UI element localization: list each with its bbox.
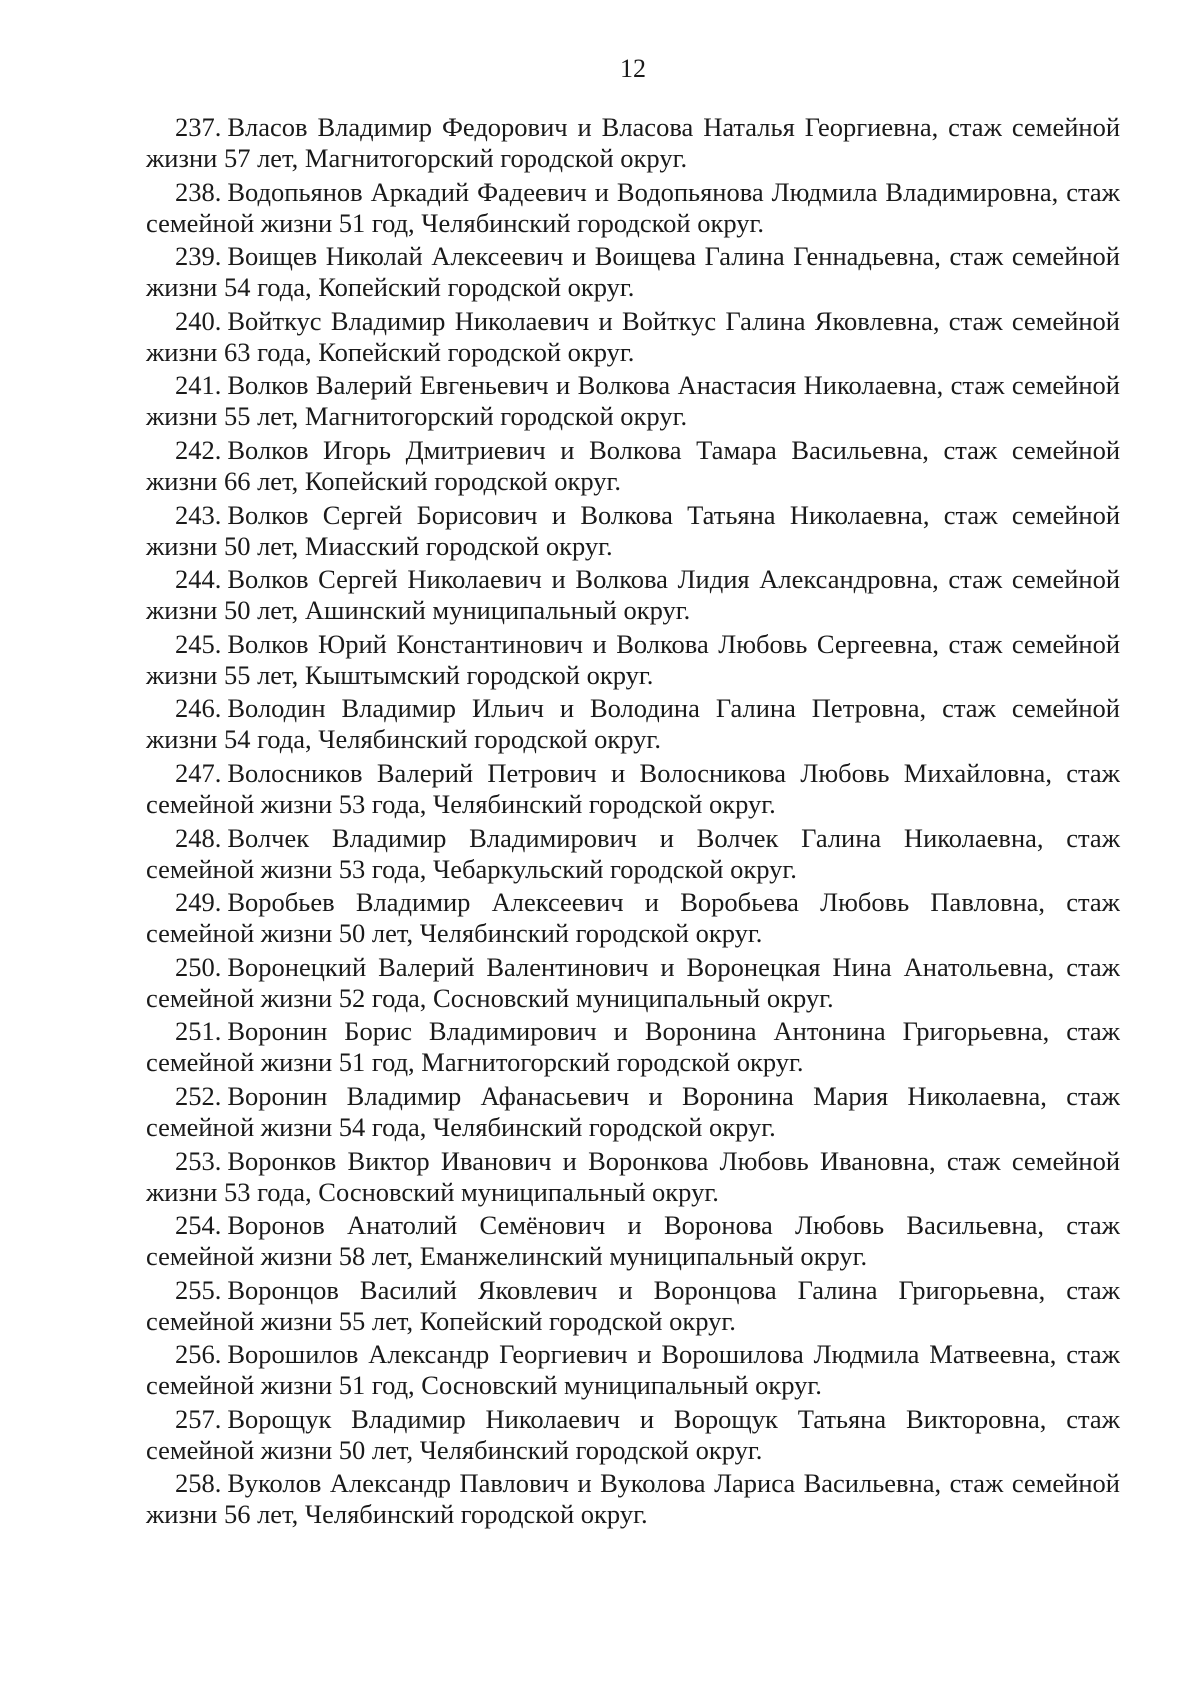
list-item [146,370,1120,435]
entry-number: 257. [175,1403,222,1434]
entry-text: Воронов Анатолий Семёнович и Воронова Любовь Васильевна, стаж семейной жизни 58 лет, Еманжелинский муниципальный округ. [146,1210,1120,1272]
entry-number: 258. [175,1468,222,1499]
entry-number: 256. [175,1339,222,1370]
list-item [146,1210,1120,1275]
list-item [146,887,1120,952]
list-item [146,1081,1120,1146]
list-item [146,629,1120,694]
entry-text: Волков Валерий Евгеньевич и Волкова Анастасия Николаевна, стаж семейной жизни 55 лет, Магнитогорский городской округ. [146,370,1120,432]
entry-number: 245. [175,628,222,659]
entry-text: Водопьянов Аркадий Фадеевич и Водопьянова Людмила Владимировна, стаж семейной жизни 51 год, Челябинский городской округ. [146,176,1120,238]
entry-number: 239. [175,241,222,272]
list-item [146,177,1120,242]
entry-number: 251. [175,1016,222,1047]
entry-number: 240. [175,305,222,336]
entry-text: Ворощук Владимир Николаевич и Ворощук Татьяна Викторовна, стаж семейной жизни 50 лет, Челябинский городской округ. [146,1403,1120,1465]
entry-text: Воронин Владимир Афанасьевич и Воронина Мария Николаевна, стаж семейной жизни 54 года, Челябинский городской округ. [146,1080,1120,1142]
entry-number: 248. [175,822,222,853]
entry-number: 252. [175,1080,222,1111]
entry-number: 249. [175,887,222,918]
list-item [146,112,1120,177]
entry-text: Волков Сергей Николаевич и Волкова Лидия Александровна, стаж семейной жизни 50 лет, Ашинский муниципальный округ. [146,564,1120,626]
entry-text: Власов Владимир Федорович и Власова Наталья Георгиевна, стаж семейной жизни 57 лет, Магнитогорский городской округ. [146,112,1120,173]
entry-text: Воронин Борис Владимирович и Воронина Антонина Григорьевна, стаж семейной жизни 51 год, Магнитогорский городской округ. [146,1016,1120,1078]
list-item [146,693,1120,758]
entry-number: 244. [175,564,222,595]
list-item [146,758,1120,823]
list-item [146,1404,1120,1469]
list-item [146,435,1120,500]
list-item [146,952,1120,1017]
list-item [146,1016,1120,1081]
entry-text: Вуколов Александр Павлович и Вуколова Лариса Васильевна, стаж семейной жизни 56 лет, Челябинский городской округ. [146,1468,1120,1530]
entry-text: Воробьев Владимир Алексеевич и Воробьева Любовь Павловна, стаж семейной жизни 50 лет, Челябинский городской округ. [146,887,1120,949]
list-item [146,823,1120,888]
entry-text: Воронецкий Валерий Валентинович и Воронецкая Нина Анатольевна, стаж семейной жизни 52 года, Сосновский муниципальный округ. [146,951,1120,1013]
list-item [146,500,1120,565]
entry-number: 242. [175,434,222,465]
entry-number: 247. [175,757,222,788]
entry-number: 237. [175,112,222,142]
entry-text: Волков Игорь Дмитриевич и Волкова Тамара Васильевна, стаж семейной жизни 66 лет, Копейский городской округ. [146,434,1120,496]
entry-number: 243. [175,499,222,530]
entry-number: 250. [175,951,222,982]
list-item [146,564,1120,629]
list-item [146,1275,1120,1340]
entry-text: Волков Юрий Константинович и Волкова Любовь Сергеевна, стаж семейной жизни 55 лет, Кыштымский городской округ. [146,628,1120,690]
entry-number: 255. [175,1274,222,1305]
entry-list [146,112,1120,1533]
entry-number: 246. [175,693,222,724]
entry-number: 241. [175,370,222,401]
page-number: 12 [620,54,646,83]
entry-text: Воищев Николай Алексеевич и Воищева Галина Геннадьевна, стаж семейной жизни 54 года, Копейский городской округ. [146,241,1120,303]
entry-number: 238. [175,176,222,207]
entry-text: Волосников Валерий Петрович и Волосникова Любовь Михайловна, стаж семейной жизни 53 года, Челябинский городской округ. [146,757,1120,819]
entry-number: 253. [175,1145,222,1176]
entry-text: Воронков Виктор Иванович и Воронкова Любовь Ивановна, стаж семейной жизни 53 года, Сосновский муниципальный округ. [146,1145,1120,1207]
entry-text: Войткус Владимир Николаевич и Войткус Галина Яковлевна, стаж семейной жизни 63 года, Копейский городской округ. [146,305,1120,367]
list-item [146,306,1120,371]
entry-text: Ворошилов Александр Георгиевич и Ворошилова Людмила Матвеевна, стаж семейной жизни 51 год, Сосновский муниципальный округ. [146,1339,1120,1401]
entry-text: Володин Владимир Ильич и Володина Галина Петровна, стаж семейной жизни 54 года, Челябинский городской округ. [146,693,1120,755]
entry-text: Волков Сергей Борисович и Волкова Татьяна Николаевна, стаж семейной жизни 50 лет, Миасский городской округ. [146,499,1120,561]
entry-number: 254. [175,1210,222,1241]
entry-text: Воронцов Василий Яковлевич и Воронцова Галина Григорьевна, стаж семейной жизни 55 лет, Копейский городской округ. [146,1274,1120,1336]
list-item [146,1146,1120,1211]
entry-text: Волчек Владимир Владимирович и Волчек Галина Николаевна, стаж семейной жизни 53 года, Чебаркульский городской округ. [146,822,1120,884]
list-item [146,241,1120,306]
list-item [146,1468,1120,1533]
list-item [146,1339,1120,1404]
